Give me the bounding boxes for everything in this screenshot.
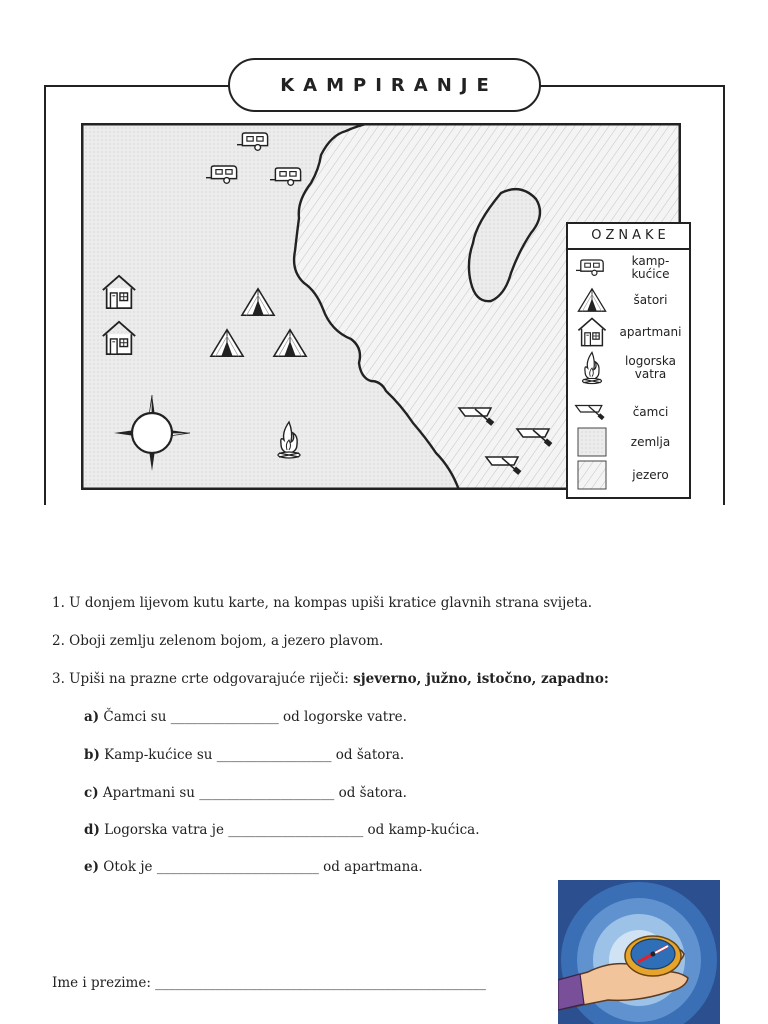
sub-label: a) [84,709,100,725]
sub-text: Apartmani su ____________________ od šatora. [98,785,407,801]
task-1: 1. U donjem lijevom kutu karte, na kompas upiši kratice glavnih strana svijeta. [52,595,593,611]
legend-label: čamci [632,404,669,419]
legend-label: jezero [632,467,669,482]
land-swatch [577,427,607,457]
legend-item-lake [568,459,689,491]
sub-text: Kamp-kućice su _________________ od šatora. [99,747,405,763]
legend-item-tents [568,284,689,316]
task-3c[interactable] [84,785,407,801]
task-3e[interactable] [84,859,423,875]
page-title: KAMPIRANJE [280,74,498,96]
legend-label: šatori [633,292,668,307]
legend-label: apartmani [619,324,682,339]
legend-item-land [568,426,689,458]
task-2: 2. Oboji zemlju zelenom bojom, a jezero plavom. [52,633,384,649]
legend-label: kućice [631,267,670,281]
legend-title: OZNAKE [568,224,689,250]
sub-text: Otok je ________________________ od apartmana. [98,859,423,875]
sub-label: c) [84,785,99,801]
sub-label: d) [84,822,100,838]
campfire-icon [579,350,605,386]
sub-text: Čamci su ________________ od logorske vatre. [99,709,407,725]
house-icon [576,316,608,348]
legend-item-boats [568,396,689,428]
lake-swatch [577,460,607,490]
sub-label: b) [84,747,100,763]
boat-icon [574,403,610,421]
legend-label: zemlja [630,434,671,449]
name-field-line[interactable]: Ime i prezime: _________________________________________________ [52,975,486,991]
legend-item-caravans [568,252,689,284]
sub-label: e) [84,859,99,875]
legend-label: logorska [625,354,676,368]
task-3d[interactable] [84,822,479,838]
legend-item-apartments [568,316,689,348]
task-3a[interactable] [84,709,407,725]
task-3-words: sjeverno, južno, istočno, zapadno: [353,671,609,687]
task-3b[interactable] [84,747,404,763]
tent-icon [576,286,608,314]
legend-label: vatra [634,367,667,381]
sub-text: Logorska vatra je ____________________ od kamp-kućica. [99,822,480,838]
legend-item-campfire [568,352,689,384]
caravan-icon [576,257,608,279]
map-legend [566,222,691,499]
title-banner [228,58,541,112]
task-3-text: 3. Upiši na prazne crte odgovarajuće riječi: [52,671,354,687]
legend-label: kamp- [631,254,670,268]
task-3 [52,671,609,687]
hand-compass-clipart [558,880,720,1024]
